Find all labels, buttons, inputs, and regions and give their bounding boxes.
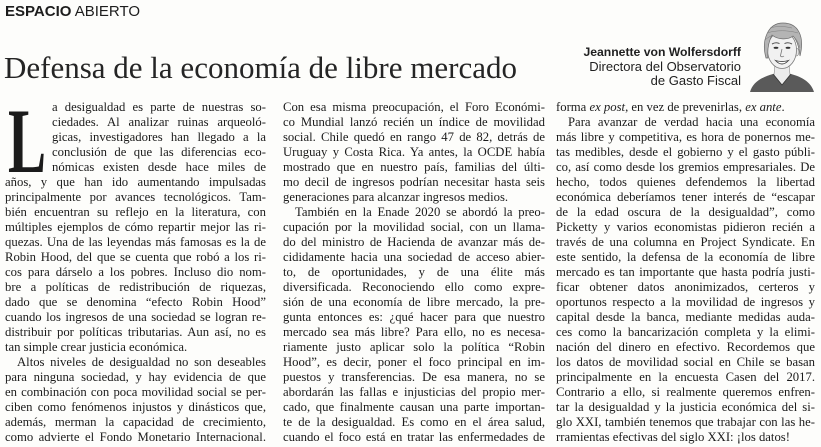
text-line: este sentido, la defensa de la economía de libre — [556, 250, 815, 264]
text-line: diversificada. Reconociendo ello como expre- — [283, 280, 545, 294]
text-line: quezas. Una de las leyendas más famosas es la de — [5, 235, 266, 249]
portrait-eye — [786, 47, 791, 49]
portrait-eye — [774, 47, 779, 49]
article-column-2 — [283, 100, 545, 445]
text-line: ciedades. Al analizar ruinas arqueoló- — [52, 115, 266, 129]
author-role-line-2: de Gasto Fiscal — [650, 73, 741, 88]
text-line: bre a políticas de redistribución de riquezas, — [5, 280, 266, 294]
text-line: riamente justo aplicar solo la política “Robin — [283, 340, 545, 354]
text-line: mo decil de ingresos podrían necesitar hasta seis — [283, 175, 545, 189]
author-name: Jeannette von Wolfersdorff — [583, 45, 741, 59]
text-line: mercado es tan importante que hasta podría justi- — [556, 265, 815, 279]
text-line: abordarán las fallas e injusticias del propio mer- — [283, 385, 545, 399]
text-line: cado, que finalmente causan una parte importan- — [283, 400, 545, 414]
text-line: en combinación con poca movilidad social se per- — [5, 385, 266, 399]
text-line: hecho, todos quienes defendemos la libertad — [556, 175, 815, 189]
text-line: co, así como desde los gremios empresariales. De — [556, 160, 815, 174]
text-line: oportunos respecto a la movilidad de ingresos y — [556, 295, 815, 309]
text-line: nómicas existen desde hace miles de — [52, 160, 266, 174]
text-line: tas medibles, desde el gobierno y el gasto públi- — [556, 145, 815, 159]
text-line: múltiples ejemplos de cómo repartir mejor las ri- — [5, 220, 266, 234]
text-line: mercado sea más libre? Para ello, no es necesa- — [283, 325, 545, 339]
text-line: años, y que han ido aumentando impulsadas — [5, 175, 266, 189]
text-line: cupación por la movilidad social, con un llama- — [283, 220, 545, 234]
text-line: ciben como fenómenos injustos y dinásticos que, — [5, 400, 266, 414]
emphasis-text: ex ante — [745, 100, 782, 114]
section-label-bold: ESPACIO — [5, 3, 72, 20]
text-line: tar la desigualdad y la justicia económica del si- — [556, 400, 815, 414]
text-line: además, merman la capacidad de crecimiento, — [5, 415, 266, 429]
article-column-3 — [556, 100, 815, 445]
text-line: te de la desigualdad. Es como en el área salud, — [283, 415, 545, 429]
text-line: los datos de movilidad social en Chile se basan — [556, 355, 815, 369]
article-title: Defensa de la economía de libre mercado — [4, 50, 517, 85]
text-line: También en la Enade 2020 se abordó la preo- — [295, 205, 545, 219]
text-line: gunta entonces es: ¿qué hacer para que nuestro — [283, 310, 545, 324]
author-role-line-1: Directora del Observatorio — [589, 58, 741, 74]
text-line: tan simple crear justicia económica. — [5, 340, 188, 354]
text-line: como advierte el Fondo Monetario Internacional. — [5, 430, 266, 444]
article-paragraph — [556, 115, 815, 445]
text-line: distribuir por políticas tributarias. Aun así, no es — [5, 325, 266, 339]
text-line: para ninguna sociedad, y hay evidencia de que — [5, 370, 266, 384]
text-line: Uruguay y Costa Rica. Ya antes, la OCDE había — [283, 145, 545, 159]
text-line: más libre y competitiva, es hora de ponernos me- — [556, 130, 815, 144]
text-line: cuando los ingresos de una sociedad se logran re- — [5, 310, 266, 324]
emphasis-text: ex post — [589, 100, 626, 114]
text-line: principalmente en la encuesta Casen del 2017. — [556, 370, 815, 384]
article-paragraph — [5, 355, 266, 445]
text-line: de la edad oscura de la desigualdad”, como — [556, 205, 815, 219]
text-line: Picketty y varios economistas pidieron recién a — [556, 220, 815, 234]
text-line: nación del dinero en efectivo. Recordemos que — [556, 340, 815, 354]
text-line: cididamente hacia una sociedad de acceso abier- — [283, 250, 545, 264]
text-segment: , en vez de prevenirlas, — [625, 100, 746, 114]
text-line: Hood”, es decir, poner el foco principal en im- — [283, 355, 545, 369]
text-line: Contrario a ello, si realmente queremos enfren- — [556, 385, 815, 399]
text-line: rramientas efectivas del siglo XXI: ¡los datos! — [556, 430, 790, 444]
text-segment: . — [781, 100, 785, 114]
text-line: cos para dárselo a los pobres. Incluso dio nom- — [5, 265, 266, 279]
text-line: ficar obtener datos anonimizados, certeros y — [556, 280, 815, 294]
text-line: do del ministro de Hacienda de avanzar más de- — [283, 235, 545, 249]
text-line: a desigualdad es parte de nuestras so- — [52, 100, 266, 114]
text-line: principalmente por avances tecnológicos. Tam- — [5, 190, 266, 204]
section-label-light: ABIERTO — [74, 3, 141, 20]
text-line: mostrado que en nuestro país, familias del últi- — [283, 160, 545, 174]
text-line: capital desde la banca, mediante medidas auda- — [556, 310, 815, 324]
text-line: través de una columna en Project Syndicate. En — [556, 235, 815, 249]
article-paragraph — [283, 100, 545, 205]
text-segment: forma — [556, 100, 590, 114]
text-line: ces como la bancarización completa y la elimi- — [556, 325, 815, 339]
drop-cap: L — [8, 90, 47, 192]
text-line: económica deberíamos tener interés de “escapar — [556, 190, 815, 204]
author-block — [583, 45, 741, 89]
text-line: bién encuentran su reflejo en la literatura, con — [5, 205, 266, 219]
text-line — [556, 100, 815, 115]
text-line: to, de oportunidades, y de una élite más — [283, 265, 545, 279]
text-line: co Mundial lanzó recién un índice de movilidad — [283, 115, 545, 129]
text-line: gicas, investigadores han llegado a la — [52, 130, 266, 144]
text-line: glo XXI, también tenemos que trabajar con las he- — [556, 415, 815, 429]
author-portrait — [748, 14, 816, 92]
text-line: generaciones para alcanzar ingresos medios. — [283, 190, 509, 204]
text-line: cuando el foco está en tratar las enfermedades de — [283, 430, 545, 444]
text-line: Altos niveles de desigualdad no son deseables — [17, 355, 266, 369]
article-paragraph — [283, 205, 545, 445]
text-line: puestos y transferencias. De esa manera, no se — [283, 370, 545, 384]
text-line: social. Chile quedó en rango 47 de 82, detrás de — [283, 130, 545, 144]
article-paragraph — [556, 100, 815, 115]
text-line: Para avanzar de verdad hacia una economía — [568, 115, 815, 129]
section-header — [5, 3, 140, 21]
text-line: dado que se denomina “efecto Robin Hood” — [5, 295, 266, 309]
text-line: sión de una economía de libre mercado, la pre- — [283, 295, 545, 309]
text-line: Con esa misma preocupación, el Foro Económi- — [283, 100, 545, 114]
text-line: conclusión de que las diferencias eco- — [52, 145, 266, 159]
article-column-1 — [5, 90, 266, 445]
text-line: Robin Hood, del que se cuenta que robó a los ri- — [5, 250, 266, 264]
